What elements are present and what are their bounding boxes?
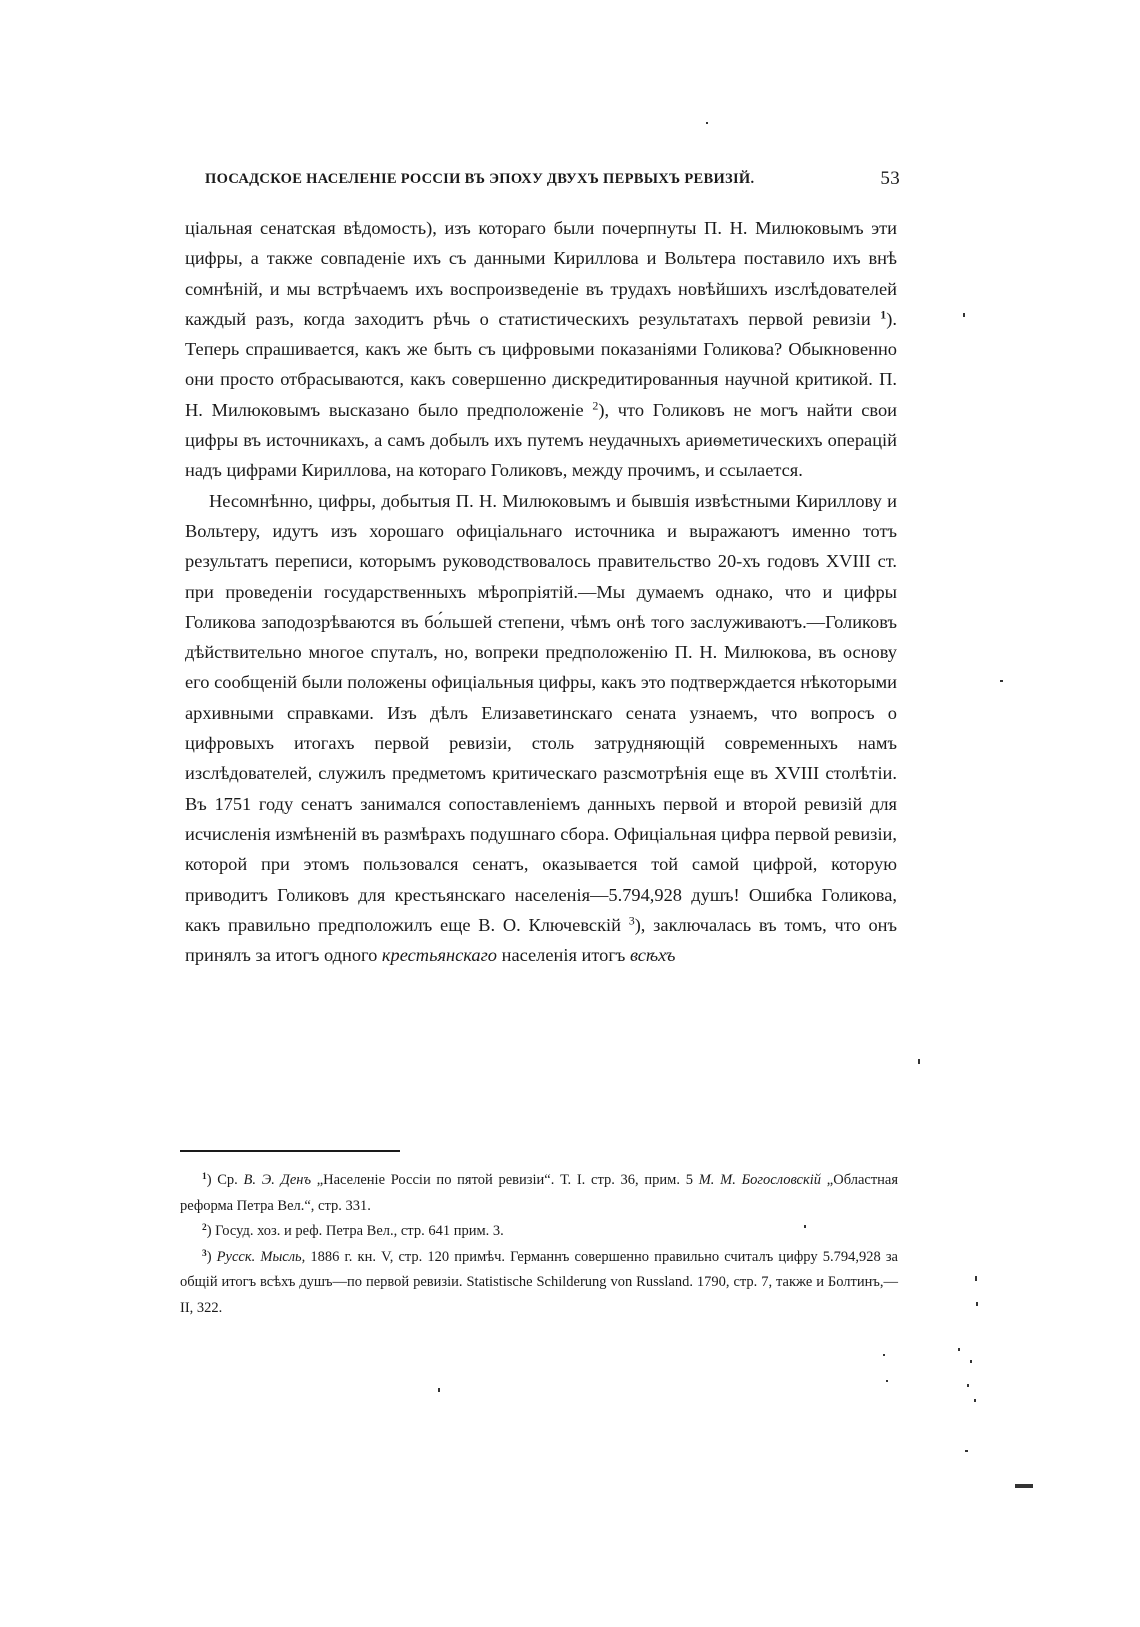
paragraph-2-text-a: Несомнѣнно, цифры, добытыя П. Н. Милюковымъ и бывшія извѣстными Кириллову и Вольтеру, идутъ изъ хорошаго офиціальнаго источника и выражаютъ именно тотъ результатъ переписи, которымъ руководствовалось правительство 20-хъ годовъ XVIII ст. при проведеніи государственныхъ мѣропріятій.—Мы думаемъ однако, что и цифры Голикова заподозрѣваются въ бо́льшей степени, чѣмъ онѣ того заслуживаютъ.—Голиковъ дѣйствительно многое спуталъ, но, вопреки предположенію П. Н. Милюкова, въ основу его сообщеній были положены офиціальныя цифры, какъ это подтверждается нѣкоторыми архивными справками. Изъ дѣлъ Елизаветинскаго сената узнаемъ, что вопросъ о цифровыхъ итогахъ первой ревизіи, столь затрудняющій современныхъ намъ изслѣдователей, служилъ предметомъ критическаго разсмотрѣнія еще въ XVIII столѣтіи. Въ 1751 году сенатъ занимался сопоставленіемъ данныхъ первой и второй ревизій для исчисленія измѣненій въ размѣрахъ подушнаго сбора. Офиціальная цифра первой ревизіи, которой при этомъ пользовался сенатъ, оказывается той самой цифрой, которую приводитъ Голиковъ для крестьянскаго населенія—5.794,928 душъ! Ошибка Голикова, какъ правильно предположилъ еще В. О. Ключевскій xyxy=(185,490,897,935)
scan-speck xyxy=(918,1059,920,1064)
paragraph-1-text-b: ). Теперь спрашивается, какъ же быть съ цифровыми показаніями Голикова? Обыкновенно они просто отбрасываются, какъ совершенно дискредитированныя научной критикой. П. Н. Милюковымъ высказано было предположеніе xyxy=(185,308,897,420)
footnote-1-text-a: Ср. xyxy=(217,1172,238,1188)
running-head-title: ПОСАДСКОЕ НАСЕЛЕНІЕ РОССІИ ВЪ ЭПОХУ ДВУХЪ ПЕРВЫХЪ РЕВИЗІЙ. xyxy=(205,171,755,187)
footnote-1-author-1: В. Э. Денъ xyxy=(243,1172,311,1188)
scan-speck xyxy=(963,313,965,317)
paragraph-2-text-c: населенія итогъ xyxy=(501,945,626,966)
scan-speck xyxy=(967,1384,969,1387)
footnotes xyxy=(180,1168,898,1321)
paragraph-1-text-c: ), что Голиковъ не могъ найти свои цифры въ источникахъ, а самъ добылъ ихъ путемъ неудачныхъ ариѳметическихъ операцій надъ цифрами Кириллова, на котораго Голиковъ, между прочимъ, и ссылается. xyxy=(185,399,897,481)
paragraph-1 xyxy=(185,213,897,486)
body-text xyxy=(185,213,897,970)
scan-speck xyxy=(706,122,708,124)
scan-speck xyxy=(974,1399,976,1402)
footnote-ref-2: 2 xyxy=(592,398,599,413)
scan-speck xyxy=(886,1380,888,1382)
footnote-1-text-b: „Населеніе Россіи по пятой ревизіи“. Т. І. стр. 36, прим. 5 xyxy=(316,1172,693,1188)
footnote-1-text-c: „Областная реформа Петра Вел.“, стр. 331. xyxy=(180,1172,899,1214)
footnote-2-text: Госуд. хоз. и реф. Петра Вел., стр. 641 прим. 3. xyxy=(215,1223,504,1239)
scan-speck xyxy=(1015,1484,1033,1488)
footnote-2: $^2$) Госуд. хоз. и реф. Петра Вел., стр. 641 прим. 3. xyxy=(202,1222,504,1239)
paragraph-2 xyxy=(185,486,897,971)
scan-speck xyxy=(965,1450,968,1452)
footnote-2-mark: 2 xyxy=(202,1222,207,1233)
scan-speck xyxy=(970,1360,972,1363)
page-number: 53 xyxy=(880,168,900,189)
footnote-ref-1: 1 xyxy=(880,307,887,322)
footnote-1-author-2: М. М. Богословскій xyxy=(698,1172,822,1188)
scan-speck xyxy=(958,1348,960,1351)
scan-speck xyxy=(1000,680,1003,682)
scan-speck xyxy=(883,1354,885,1356)
footnote-ref-3: 3 xyxy=(628,913,635,928)
scan-speck xyxy=(975,1276,977,1281)
footnote-3-mark: 3 xyxy=(202,1248,207,1259)
footnote-divider xyxy=(180,1150,400,1152)
italic-term-2: всѣхъ xyxy=(630,945,676,966)
footnote-3: $^3$) Русск. Мысль, 1886 г. кн. V, стр. 120 примѣч. Германнъ совершенно правильно считалъ цифру 5.794,928 за общій итогъ всѣхъ душъ—по первой ревизіи. Statistische Schilderung von Russland. 1790, стр. 7, также и Болтинъ,—II, 322. xyxy=(180,1248,898,1316)
scan-speck xyxy=(438,1388,440,1392)
footnote-1: $^1$) Ср. В. Э. Денъ „Населеніе Россіи по пятой ревизіи“. Т. І. стр. 36, прим. 5 М. М. Богословскій „Областная реформа Петра Вел.“, стр. 331. xyxy=(180,1171,899,1214)
italic-term-1: крестьянскаго xyxy=(381,945,497,966)
scan-speck xyxy=(804,1225,806,1228)
footnote-3-text: 1886 г. кн. V, стр. 120 примѣч. Германнъ совершенно правильно считалъ цифру 5.794,928 за общій итогъ всѣхъ душъ—по первой ревизіи. Statistische Schilderung von Russland. 1790, стр. 7, также и Болтинъ,—II, 322. xyxy=(180,1248,898,1316)
running-head xyxy=(205,166,900,192)
footnote-3-source: Русск. Мысль, xyxy=(216,1248,306,1265)
footnote-1-mark: 1 xyxy=(202,1171,207,1182)
paragraph-1-text-a: ціальная сенатская вѣдомость), изъ котораго были почерпнуты П. Н. Милюковымъ эти цифры, а также совпаденіе ихъ съ данными Кириллова и Вольтера поставило ихъ внѣ сомнѣній, и мы встрѣчаемъ ихъ воспроизведеніе въ трудахъ новѣйшихъ изслѣдователей каждый разъ, когда заходитъ рѣчь о статистическихъ результатахъ первой ревизіи xyxy=(185,218,897,329)
scan-speck xyxy=(976,1302,978,1306)
paragraph-2-text-b: ), заключалась въ томъ, что онъ принялъ за итогъ одного xyxy=(185,914,897,966)
